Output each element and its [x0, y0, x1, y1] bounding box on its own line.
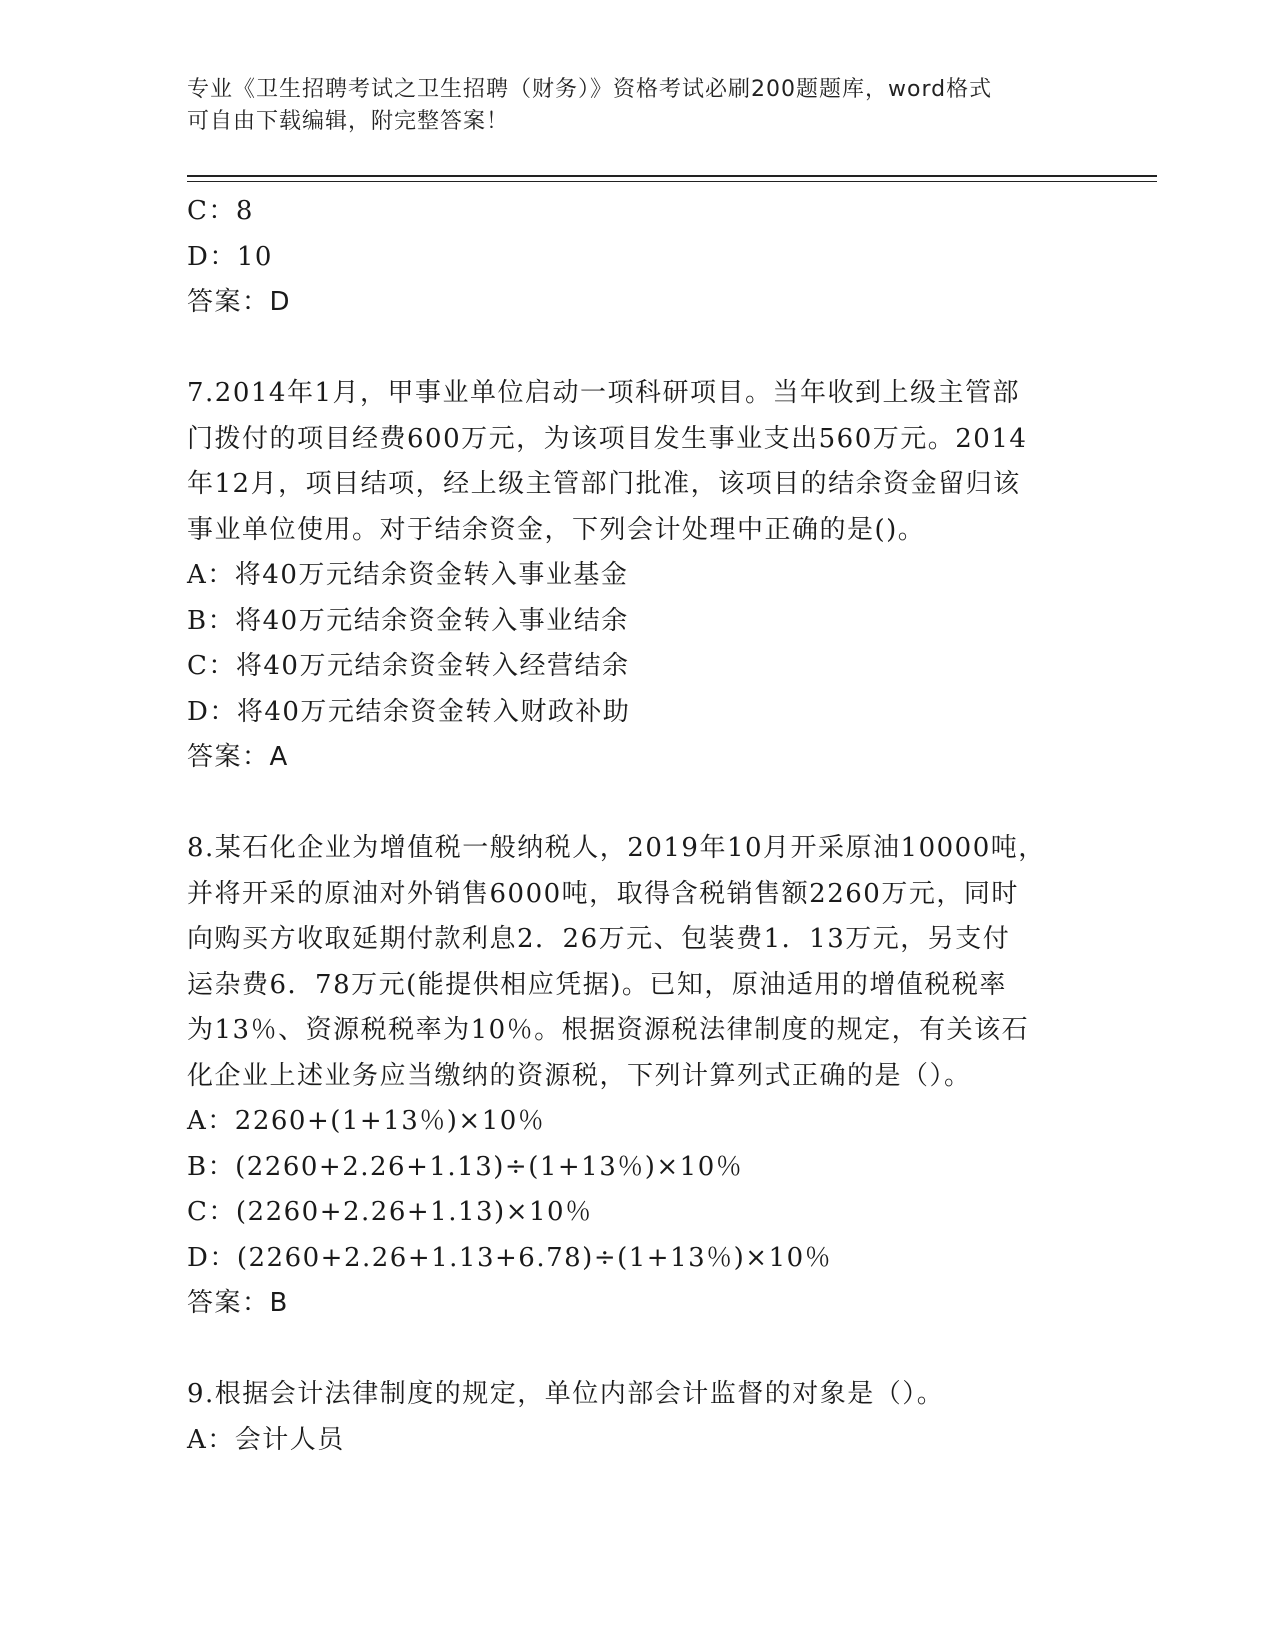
- spacer: [187, 781, 1087, 827]
- question-6-tail: [187, 189, 1087, 326]
- header-divider-thin: [187, 181, 1157, 182]
- question-7: [187, 371, 1087, 781]
- question-stem-line: 事业单位使用。对于结余资金，下列会计处理中正确的是()。: [187, 514, 926, 545]
- option-d: D：将40万元结余资金转入财政补助: [187, 696, 631, 727]
- option-a: A：2260+(1+13％)×10％: [187, 1106, 546, 1136]
- question-8: [187, 826, 1087, 1327]
- option-d: D：10: [187, 241, 273, 272]
- answer-line: 答案：B: [187, 1288, 289, 1318]
- question-stem-line: 门拨付的项目经费600万元，为该项目发生事业支出560万元。2014: [187, 423, 1028, 454]
- question-9: [187, 1372, 1087, 1463]
- option-b: B：将40万元结余资金转入事业结余: [187, 605, 629, 636]
- spacer: [187, 1327, 1087, 1373]
- option-a: A：会计人员: [187, 1424, 345, 1455]
- option-c: C：8: [187, 196, 254, 226]
- answer-line: 答案：A: [187, 742, 289, 772]
- header-divider-thick: [187, 175, 1157, 177]
- question-stem-line: 7.2014年1月，甲事业单位启动一项科研项目。当年收到上级主管部: [187, 378, 1021, 408]
- document-header: [187, 74, 1087, 138]
- question-stem-line: 年12月，项目结项，经上级主管部门批准，该项目的结余资金留归该: [187, 469, 1021, 499]
- header-title-line-2: 可自由下载编辑，附完整答案！: [187, 109, 510, 134]
- question-stem-line: 9.根据会计法律制度的规定，单位内部会计监督的对象是（）。: [187, 1379, 945, 1409]
- header-title-line-1: 专业《卫生招聘考试之卫生招聘（财务）》资格考试必刷200题题库，word格式: [187, 77, 993, 102]
- answer-line: 答案：D: [187, 287, 292, 317]
- question-stem-line: 向购买方收取延期付款利息2．26万元、包装费1．13万元，另支付: [187, 924, 1011, 954]
- question-stem-line: 为13％、资源税税率为10％。根据资源税法律制度的规定，有关该石: [187, 1015, 1030, 1045]
- option-a: A：将40万元结余资金转入事业基金: [187, 560, 629, 590]
- question-stem-line: 运杂费6．78万元(能提供相应凭据)。已知，原油适用的增值税税率: [187, 969, 1007, 1000]
- option-d: D：(2260+2.26+1.13+6.78)÷(1+13％)×10％: [187, 1242, 833, 1273]
- spacer: [187, 326, 1087, 372]
- question-stem-line: 并将开采的原油对外销售6000吨，取得含税销售额2260万元，同时: [187, 878, 1019, 909]
- question-stem-line: 化企业上述业务应当缴纳的资源税，下列计算列式正确的是（）。: [187, 1060, 972, 1091]
- option-c: C：将40万元结余资金转入经营结余: [187, 651, 630, 681]
- question-stem-line: 8.某石化企业为增值税一般纳税人，2019年10月开采原油10000吨，: [187, 833, 1046, 863]
- question-list: [187, 189, 1087, 1463]
- option-b: B：(2260+2.26+1.13)÷(1+13％)×10％: [187, 1151, 744, 1182]
- option-c: C：(2260+2.26+1.13)×10％: [187, 1197, 593, 1227]
